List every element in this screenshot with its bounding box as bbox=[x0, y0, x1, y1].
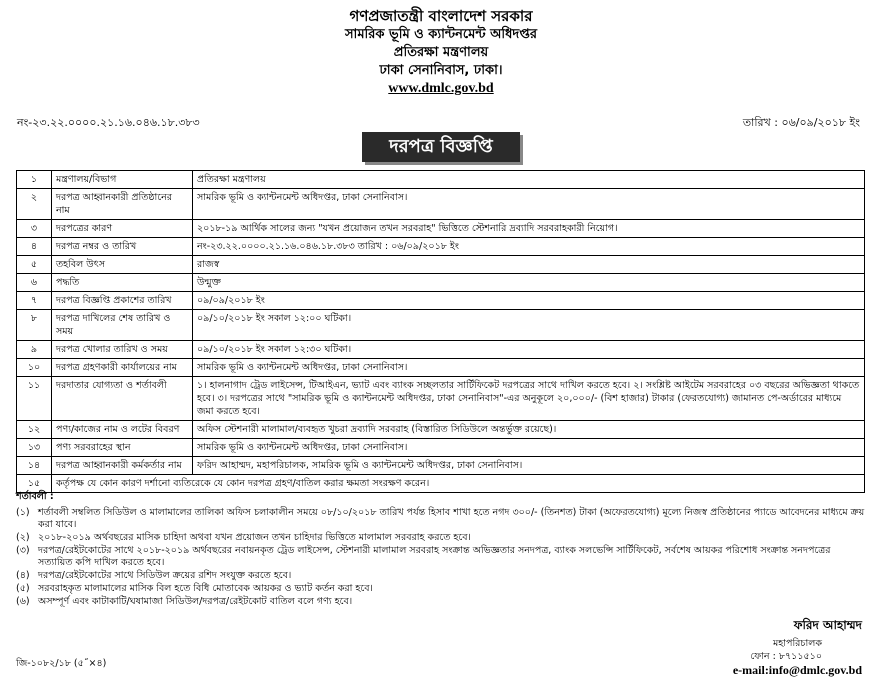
row-item: দরপত্র খোলার তারিখ ও সময় bbox=[52, 341, 193, 359]
row-serial: ২ bbox=[17, 189, 52, 220]
row-item: পদ্ধতি bbox=[52, 274, 193, 292]
row-item: দরপত্র আহ্বানকারী প্রতিষ্ঠানের নাম bbox=[52, 189, 193, 220]
row-item: পণ্য সরবরাহের স্থান bbox=[52, 439, 193, 457]
notice-title: দরপত্র বিজ্ঞপ্তি bbox=[362, 132, 520, 162]
row-value: প্রতিরক্ষা মন্ত্রণালয় bbox=[193, 171, 865, 189]
row-value: রাজস্ব bbox=[193, 256, 865, 274]
signatory-email[interactable]: e-mail:info@dmlc.gov.bd bbox=[732, 663, 862, 677]
table-row bbox=[17, 171, 865, 189]
row-item: দরপত্র গ্রহণকারী কার্যালয়ের নাম bbox=[52, 359, 193, 377]
term-item bbox=[16, 583, 866, 595]
notice-date: তারিখ : ০৬/০৯/২০১৮ ইং bbox=[742, 116, 860, 129]
row-item: তহবিল উৎস bbox=[52, 256, 193, 274]
row-item: পণ্য/কাজের নাম ও লটের বিবরণ bbox=[52, 421, 193, 439]
website-link[interactable]: www.dmlc.gov.bd bbox=[388, 81, 494, 96]
row-serial: ১ bbox=[17, 171, 52, 189]
term-number: (৪) bbox=[16, 570, 30, 581]
memo-number: নং-২৩.২২.০০০০.২১.১৬.০৪৬.১৮.৩৮৩ bbox=[17, 116, 200, 129]
row-serial: ৭ bbox=[17, 292, 52, 310]
row-item: দরপত্র বিজ্ঞপ্তি প্রকাশের তারিখ bbox=[52, 292, 193, 310]
term-number: (৩) bbox=[16, 545, 30, 556]
term-text: সরবরাহকৃত মালামালের মাসিক বিল হতে বিধি মোতাবেক আয়কর ও ভ্যাট কর্তন করা হবে। bbox=[38, 583, 373, 594]
term-text: ২০১৮-২০১৯ অর্থবছরের মাসিক চাহিদা অথবা যখন প্রয়োজন তখন চাহিদার ভিত্তিতে মালামাল সরবরাহ করতে হবে। bbox=[38, 532, 471, 543]
row-item: দরপত্র আহ্বানকারী কর্মকর্তার নাম bbox=[52, 457, 193, 475]
term-item bbox=[16, 545, 866, 569]
row-value: ১। হালনাগাদ ট্রেড লাইসেন্স, টিআইএন, ভ্যাট এবং ব্যাংক সচ্ছলতার সার্টিফিকেট দরপত্রের সাথে দাখিল করতে হবে। ২। সংশ্লিষ্ট আইটেম সরবরাহের ০৩ বছরের অভিজ্ঞতা থাকতে হবে। ৩। দরপত্রের সাথে "সামরিক ভূমি ও ক্যান্টনমেন্ট অধিদপ্তর, ঢাকা সেনানিবাস"-এর অনুকূলে ২০,০০০/- (বিশ হাজার) টাকার (ফেরতযোগ্য) জামানত পে-অর্ডারের মাধ্যমে জমা করতে হবে। bbox=[193, 377, 865, 421]
row-serial: ৬ bbox=[17, 274, 52, 292]
department-name: সামরিক ভূমি ও ক্যান্টনমেন্ট অধিদপ্তর bbox=[344, 27, 538, 42]
term-text: শর্তাবলী সম্বলিত সিডিউল ও মালামালের তালিকা অফিস চলাকালীন সময়ে ০৮/১০/২০১৮ তারিখ পর্যন্ত হিসাব শাখা হতে নগদ ৩০০/- (তিনশত) টাকা (অফেরতযোগ্য) মূল্যে নিজস্ব প্রতিষ্ঠানের প্যাডে আবেদনের মাধ্যমে ক্রয় করা যাবে। bbox=[38, 507, 865, 530]
table-row bbox=[17, 421, 865, 439]
term-text: দরপত্র/রেইটকোটের সাথে ২০১৮-২০১৯ অর্থবছরের নবায়নকৃত ট্রেড লাইসেন্স, স্টেশনারী মালামাল সরবরাহ সংক্রান্ত অভিজ্ঞতার সনদপত্র, ব্যাংক সলভেন্সি সার্টিফিকেট, সর্বশেষ আয়কর পরিশোধ সংক্রান্ত সনদপত্রের সত্যায়িত কপি দাখিল করতে হবে। bbox=[38, 545, 831, 568]
table-row bbox=[17, 220, 865, 238]
table-row bbox=[17, 238, 865, 256]
row-serial: ৯ bbox=[17, 341, 52, 359]
row-value: সামরিক ভূমি ও ক্যান্টনমেন্ট অধিদপ্তর, ঢাকা সেনানিবাস। bbox=[193, 439, 865, 457]
table-row bbox=[17, 274, 865, 292]
govt-name: গণপ্রজাতন্ত্রী বাংলাদেশ সরকার bbox=[349, 7, 533, 25]
row-item: দরপত্রের কারণ bbox=[52, 220, 193, 238]
term-text: অসম্পূর্ণ এবং কাটাকাটি/ঘষামাজা সিডিউল/দরপত্র/রেইটকোট বাতিল বলে গণ্য হবে। bbox=[38, 596, 353, 607]
ministry-name: প্রতিরক্ষা মন্ত্রণালয় bbox=[393, 45, 489, 60]
row-value: উন্মুক্ত bbox=[193, 274, 865, 292]
term-item bbox=[16, 596, 866, 608]
row-value: ০৯/১০/২০১৮ ইং সকাল ১২:০০ ঘটিকা। bbox=[193, 310, 865, 341]
row-value: ০৯/০৯/২০১৮ ইং bbox=[193, 292, 865, 310]
row-item: দরপত্র নম্বর ও তারিখ bbox=[52, 238, 193, 256]
letterhead bbox=[0, 6, 882, 98]
table-row bbox=[17, 377, 865, 421]
table-row bbox=[17, 292, 865, 310]
row-serial: ১৩ bbox=[17, 439, 52, 457]
table-row bbox=[17, 256, 865, 274]
row-serial: ১১ bbox=[17, 377, 52, 421]
table-row bbox=[17, 310, 865, 341]
row-value: সামরিক ভূমি ও ক্যান্টনমেন্ট অধিদপ্তর, ঢাকা সেনানিবাস। bbox=[193, 359, 865, 377]
row-serial: ১৪ bbox=[17, 457, 52, 475]
term-number: (৫) bbox=[16, 583, 30, 594]
table-row bbox=[17, 359, 865, 377]
row-serial: ১০ bbox=[17, 359, 52, 377]
terms-section bbox=[16, 490, 866, 609]
terms-heading: শর্তাবলী : bbox=[16, 491, 54, 502]
term-number: (১) bbox=[16, 507, 30, 518]
term-item bbox=[16, 532, 866, 544]
location: ঢাকা সেনানিবাস, ঢাকা। bbox=[379, 63, 503, 78]
term-text: দরপত্র/রেইটকোটের সাথে সিডিউল ক্রয়ের রশিদ সংযুক্ত করতে হবে। bbox=[38, 570, 292, 581]
row-serial: ১৫ bbox=[17, 475, 52, 493]
table-row bbox=[17, 189, 865, 220]
table-row bbox=[17, 341, 865, 359]
row-item: দরদাতার যোগ্যতা ও শর্তাবলী bbox=[52, 377, 193, 421]
signatory-designation: মহাপরিচালক bbox=[772, 638, 822, 649]
row-value: অফিস স্টেশনারী মালামাল/ব্যবহৃত খুচরা দ্রব্যাদি সরবরাহ (বিস্তারিত সিডিউলে অন্তর্ভুক্ত রয়েছে)। bbox=[193, 421, 865, 439]
table-row bbox=[17, 439, 865, 457]
tender-details-table bbox=[16, 170, 865, 493]
terms-list bbox=[16, 507, 866, 608]
signatory-name: ফরিদ আহাম্মদ bbox=[793, 618, 862, 632]
row-value: ফরিদ আহাম্মদ, মহাপরিচালক, সামরিক ভূমি ও ক্যান্টনমেন্ট অধিদপ্তর, ঢাকা সেনানিবাস। bbox=[193, 457, 865, 475]
row-serial: ৮ bbox=[17, 310, 52, 341]
row-value: নং-২৩.২২.০০০০.২১.১৬.০৪৬.১৮.৩৮৩ তারিখ : ০৬/০৯/২০১৮ ইং bbox=[193, 238, 865, 256]
row-serial: ১২ bbox=[17, 421, 52, 439]
row-serial: ৫ bbox=[17, 256, 52, 274]
footer-code: জি-১০৮২/১৮ (৫˝×৪) bbox=[16, 658, 107, 669]
table-row bbox=[17, 457, 865, 475]
signatory-phone: ফোন : ৮৭১১৫১০ bbox=[750, 651, 822, 662]
term-number: (২) bbox=[16, 532, 30, 543]
signature-block bbox=[733, 617, 862, 678]
row-serial: ৪ bbox=[17, 238, 52, 256]
row-serial: ৩ bbox=[17, 220, 52, 238]
row-value: ০৯/১০/২০১৮ ইং সকাল ১২:৩০ ঘটিকা। bbox=[193, 341, 865, 359]
term-item bbox=[16, 507, 866, 531]
row-item: কর্তৃপক্ষ যে কোন কারণ দর্শানো ব্যতিরেকে যে কোন দরপত্র গ্রহণ/বাতিল করার ক্ষমতা সংরক্ষণ করেন। bbox=[52, 475, 865, 493]
term-number: (৬) bbox=[16, 596, 30, 607]
row-value: ২০১৮-১৯ আর্থিক সালের জন্য "যখন প্রয়োজন তখন সরবরাহ" ভিত্তিতে স্টেশনারি দ্রব্যাদি সরবরাহকারী নিয়োগ। bbox=[193, 220, 865, 238]
row-value: সামরিক ভূমি ও ক্যান্টনমেন্ট অধিদপ্তর, ঢাকা সেনানিবাস। bbox=[193, 189, 865, 220]
row-item: মন্ত্রণালয়/বিভাগ bbox=[52, 171, 193, 189]
term-item bbox=[16, 570, 866, 582]
row-item: দরপত্র দাখিলের শেষ তারিখ ও সময় bbox=[52, 310, 193, 341]
